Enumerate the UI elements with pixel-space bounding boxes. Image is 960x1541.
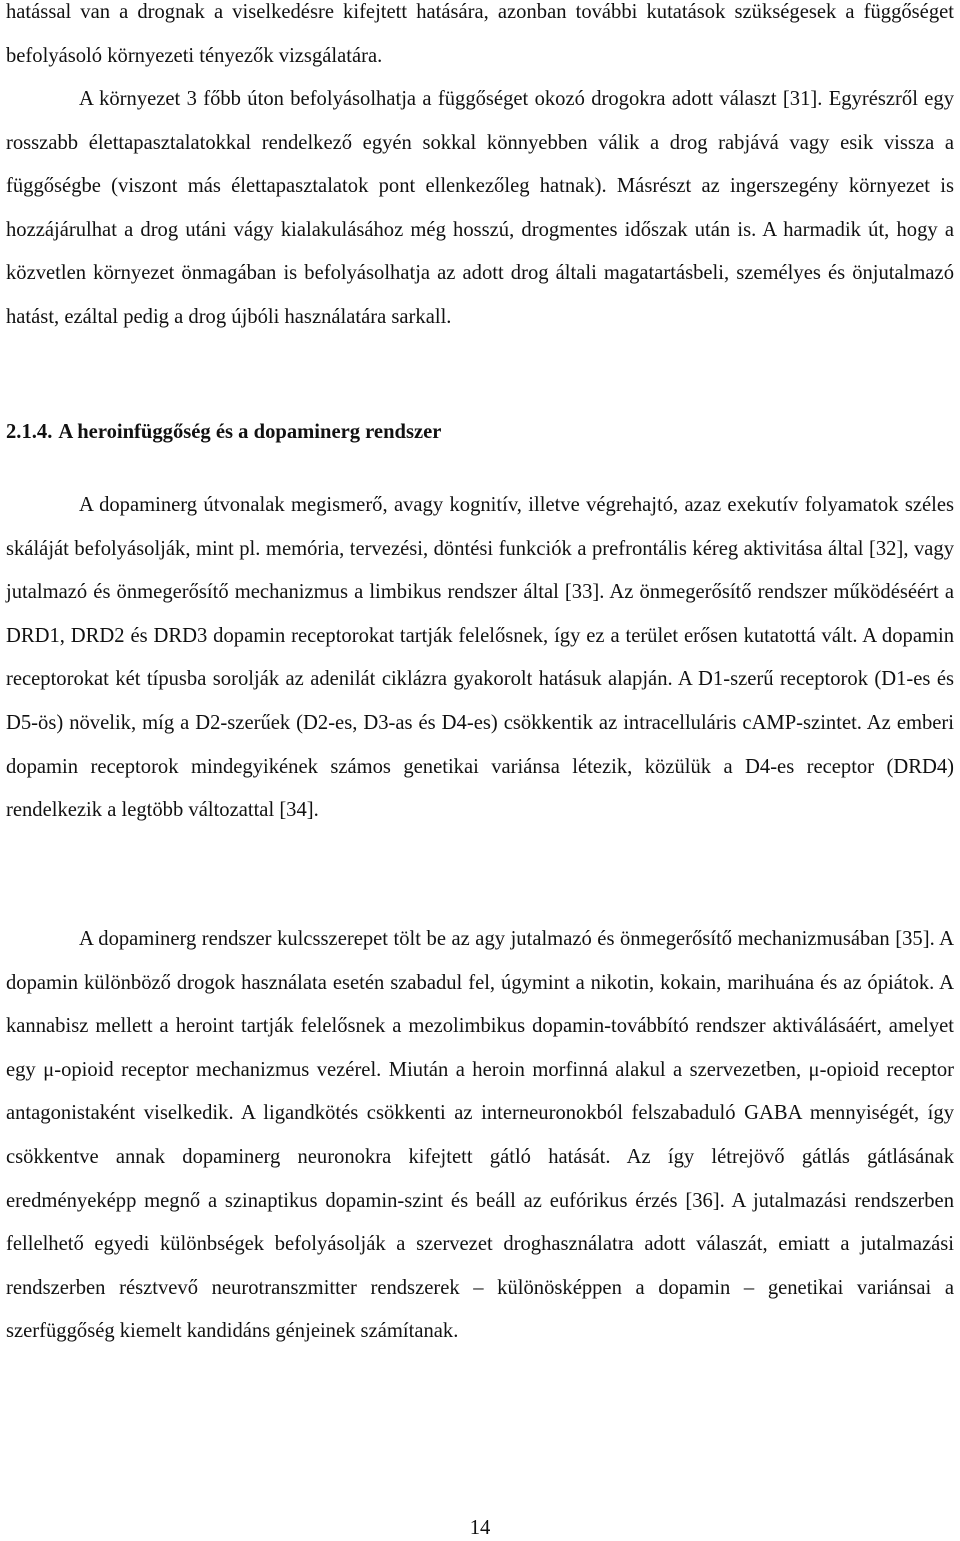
section-number: 2.1.4.	[6, 421, 53, 443]
section-title: A heroinfüggőség és a dopaminerg rendszer	[58, 421, 442, 443]
page-number: 14	[469, 1517, 491, 1539]
paragraph-continuation: hatással van a drognak a viselkedésre kifejtett hatására, azonban további kutatások szükségesek a függőséget befolyásoló környezeti tényezők vizsgálatára.	[6, 1, 954, 67]
paragraph-reward-system: A dopaminerg rendszer kulcsszerepet tölt be az agy jutalmazó és önmegerősítő mechanizmusában [35]. A dopamin különböző drogok használata esetén szabadul fel, úgymint a nikotin, kokain, marihuána és az ópiátok. A kannabisz mellett a heroint tartják felelősnek a mezolimbikus dopamin-továbbító rendszer aktiválásáért, amelyet egy μ-opioid receptor mechanizmus vezérel. Miután a heroin morfinná alakul a szervezetben, μ-opioid receptor antagonistaként viselkedik. A ligandkötés csökkenti az interneuronokból felszabaduló GABA mennyiségét, így csökkentve annak dopaminerg neuronokra kifejtett gátló hatását. Az így létrejövő gátlás gátlásának eredményeképp megnő a szinaptikus dopamin-szint és beáll az eufórikus érzés [36]. A jutalmazási rendszerben fellelhető egyedi különbségek befolyásolják a szervezet droghasználatra adott válaszát, emiatt a jutalmazási rendszerben résztvevő neurotranszmitter rendszerek – különösképpen a dopamin – genetikai variánsai a szerfüggőség kiemelt kandidáns génjeinek számítanak.	[6, 928, 954, 1343]
paragraph-dopaminergic-pathways: A dopaminerg útvonalak megismerő, avagy kognitív, illetve végrehajtó, azaz exekutív folyamatok széles skáláját befolyásolják, mint pl. memória, tervezési, döntési funkciók a prefrontális kéreg aktivitása által [32], vagy jutalmazó és önmegerősítő mechanizmus a limbikus rendszer által [33]. Az önmegerősítő rendszer működéséért a DRD1, DRD2 és DRD3 dopamin receptorokat tartják felelősnek, így ez a terület erősen kutatottá vált. A dopamin receptorokat két típusba sorolják az adenilát ciklázra gyakorolt hatásuk alapján. A D1-szerű receptorok (D1-es és D5-ös) növelik, míg a D2-szerűek (D2-es, D3-as és D4-es) csökkentik az intracelluláris cAMP-szintet. Az emberi dopamin receptorok mindegyikének számos genetikai variánsa létezik, közülük a D4-es receptor (DRD4) rendelkezik a legtöbb változattal [34].	[6, 494, 954, 822]
paragraph-environment: A környezet 3 főbb úton befolyásolhatja a függőséget okozó drogokra adott választ [31]. Egyrészről egy rosszabb élettapasztalatokkal rendelkező egyén sokkal könnyebben válik a drog rabjává vagy esik vissza a függőségbe (viszont más élettapasztalatok pont ellenkezőleg hatnak). Másrészt az ingerszegény környezet is hozzájárulhat a drog utáni vágy kialakulásához még hosszú, drogmentes időszak után is. A harmadik út, hogy a közvetlen környezet önmagában is befolyásolhatja az adott drog általi magatartásbeli, személyes és önjutalmazó hatást, ezáltal pedig a drog újbóli használatára sarkall.	[6, 88, 954, 328]
section-heading	[6, 411, 441, 454]
